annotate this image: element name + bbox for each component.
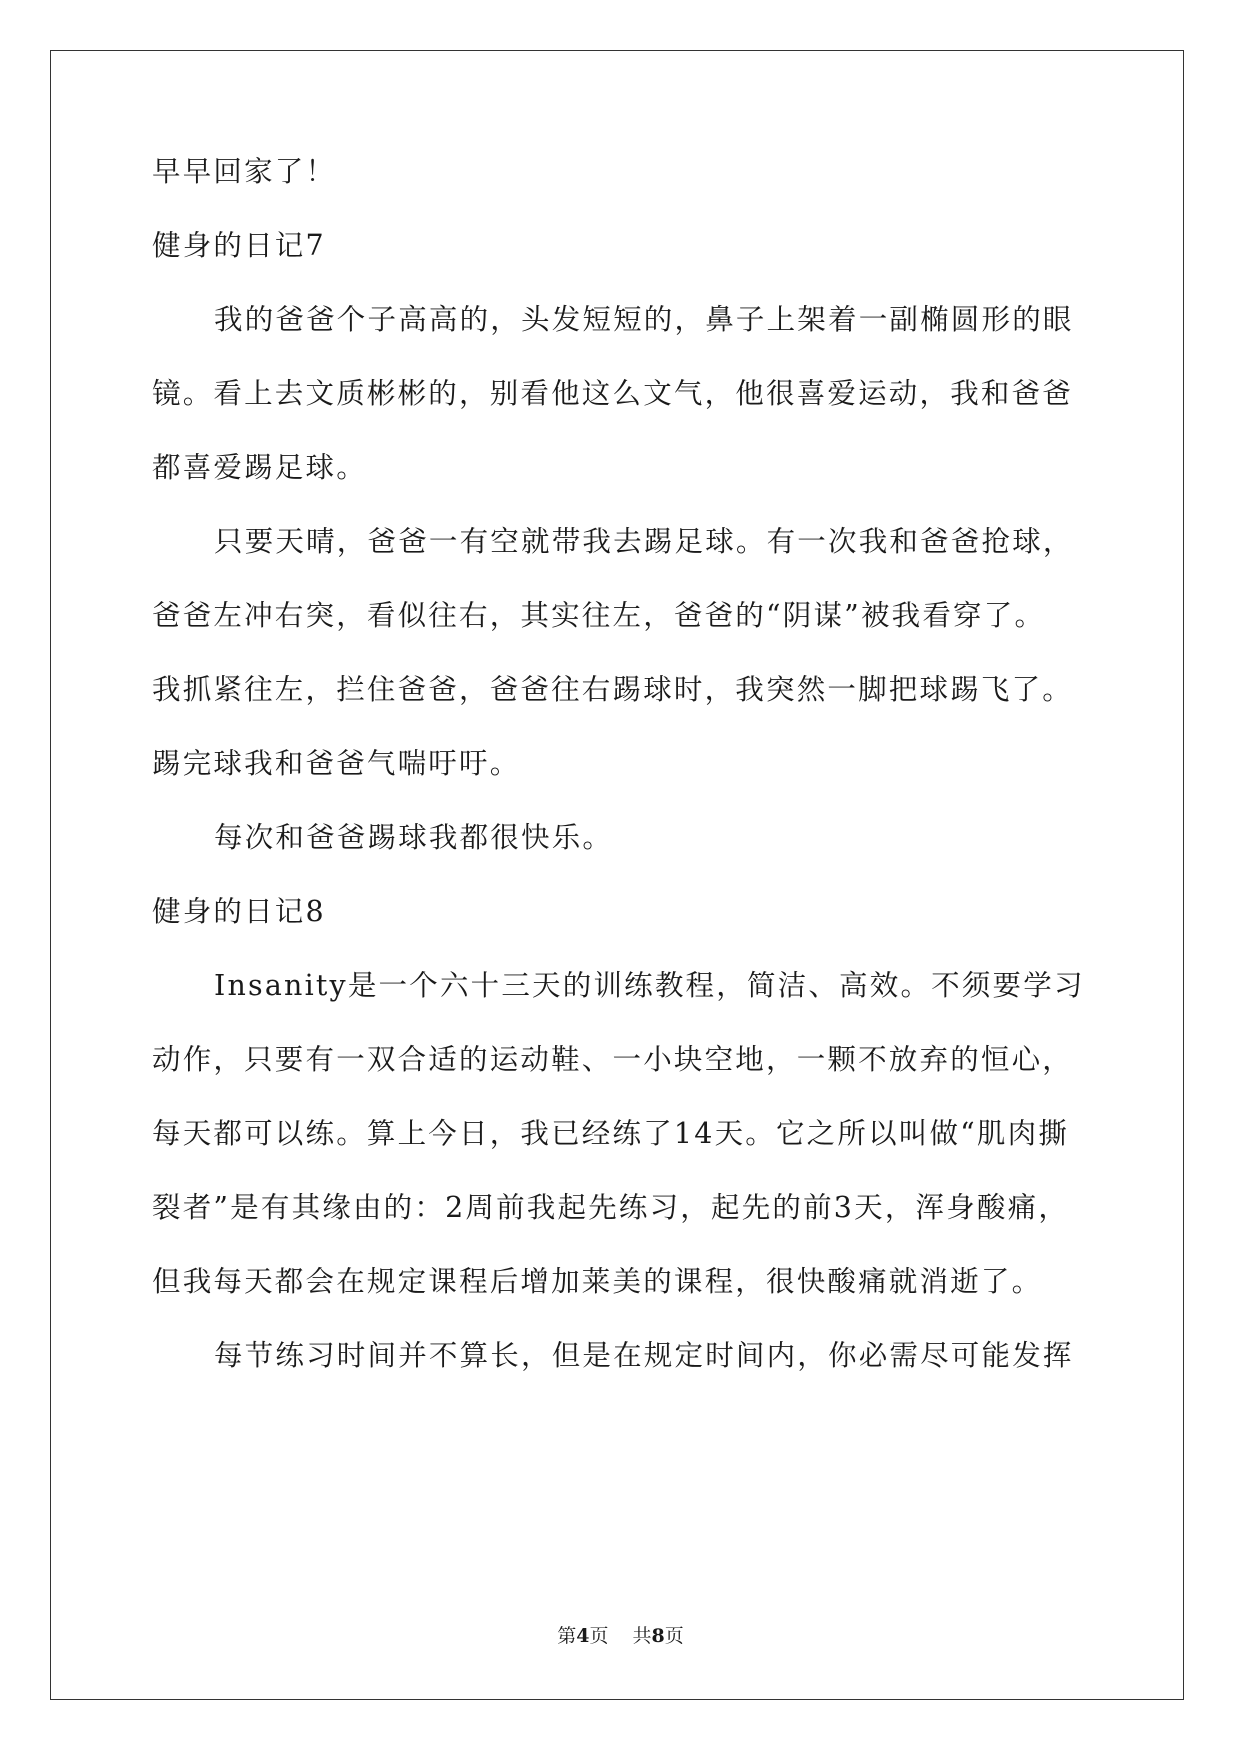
text-line: 每节练习时间并不算长，但是在规定时间内，你必需尽可能发挥 <box>214 1339 1074 1372</box>
text-line: 动作，只要有一双合适的运动鞋、一小块空地，一颗不放弃的恒心， <box>152 1043 1074 1076</box>
text-line: 每天都可以练。算上今日，我已经练了14天。它之所以叫做“肌肉撕 <box>152 1117 1070 1150</box>
text-line: 都喜爱踢足球。 <box>152 451 367 484</box>
page-current: 4 <box>576 1625 590 1647</box>
text-line: 我抓紧往左，拦住爸爸，爸爸往右踢球时，我突然一脚把球踢飞了。 <box>152 673 1074 706</box>
text-line: 爸爸左冲右突，看似往右，其实往左，爸爸的“阴谋”被我看穿了。 <box>152 599 1046 632</box>
text-line: 我的爸爸个子高高的，头发短短的，鼻子上架着一副椭圆形的眼 <box>214 303 1074 336</box>
section-heading: 健身的日记7 <box>152 229 326 262</box>
section-heading: 健身的日记8 <box>152 895 326 928</box>
page-border <box>50 50 1184 1700</box>
text-line: 踢完球我和爸爸气喘吁吁。 <box>152 747 521 780</box>
text-line: 每次和爸爸踢球我都很快乐。 <box>214 821 614 854</box>
text-line: 但我每天都会在规定课程后增加莱美的课程，很快酸痛就消逝了。 <box>152 1265 1043 1298</box>
text-line: 只要天晴，爸爸一有空就带我去踢足球。有一次我和爸爸抢球， <box>214 525 1074 558</box>
page-suffix: 页 <box>589 1625 609 1647</box>
text-line: 裂者”是有其缘由的：2周前我起先练习，起先的前3天，浑身酸痛， <box>152 1191 1070 1224</box>
page-total: 8 <box>651 1625 665 1647</box>
total-suffix: 页 <box>664 1625 684 1647</box>
text-line: Insanity是一个六十三天的训练教程，简洁、高效。不须要学习 <box>214 969 1085 1002</box>
page-footer <box>0 1624 1241 1648</box>
page-prefix: 第 <box>557 1625 577 1647</box>
text-line: 早早回家了！ <box>152 155 337 188</box>
text-line: 镜。看上去文质彬彬的，别看他这么文气，他很喜爱运动，我和爸爸 <box>152 377 1074 410</box>
total-prefix: 共 <box>632 1625 652 1647</box>
